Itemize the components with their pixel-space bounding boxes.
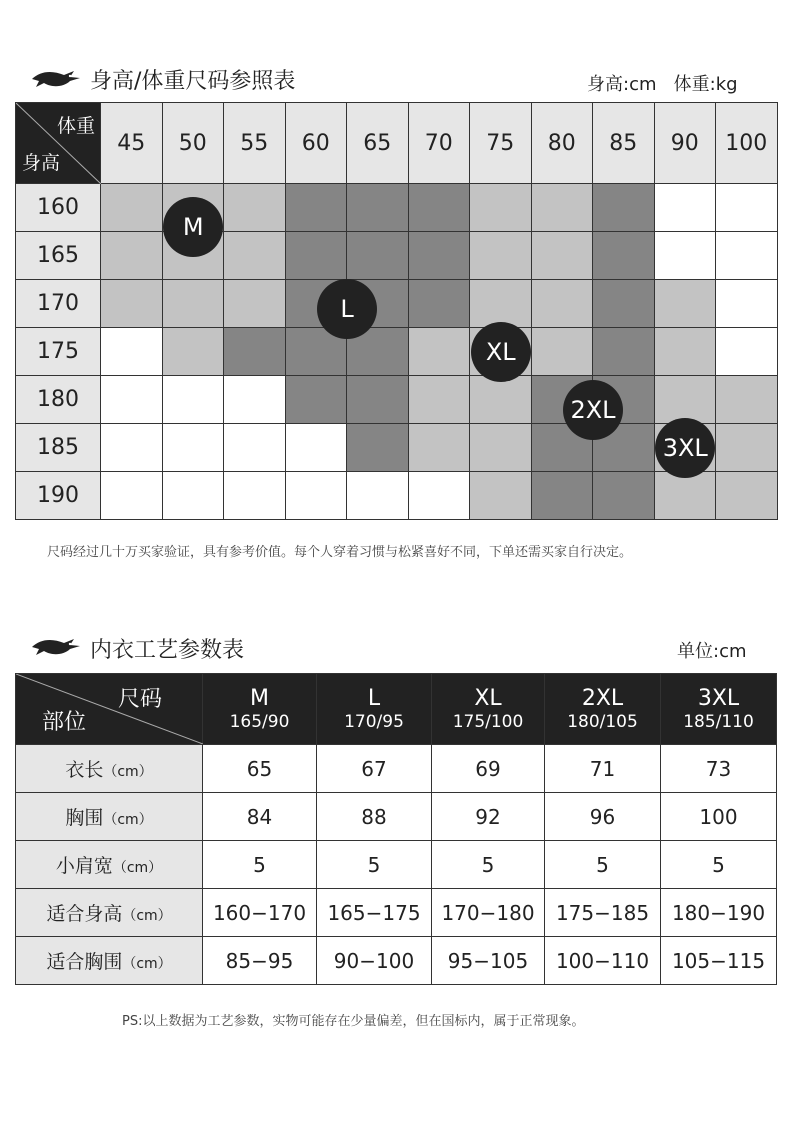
grid-shade-cell <box>532 184 594 232</box>
size-spec: 180/105 <box>567 712 638 732</box>
table-row <box>16 937 777 985</box>
grid-shade-cell <box>716 328 778 376</box>
param-value: 5 <box>203 841 317 889</box>
size-name: 2XL <box>581 686 624 711</box>
param-header-row <box>16 674 777 745</box>
grid-shade-cell <box>286 184 348 232</box>
param-name: 胸围 <box>65 807 104 829</box>
corner-weight-label: 体重 <box>56 115 95 137</box>
param-name-cell <box>16 841 203 889</box>
grid-shade-cell <box>470 376 532 424</box>
grid-shade-cell <box>163 376 225 424</box>
grid-shade-cell <box>470 232 532 280</box>
size-name: 3XL <box>697 686 740 711</box>
grid-shade-cell <box>593 232 655 280</box>
grid-shade-cell <box>532 472 594 520</box>
grid-shade-cell <box>347 472 409 520</box>
param-value: 84 <box>203 793 317 841</box>
grid-shade-cell <box>286 472 348 520</box>
param-table-unit: 单位:cm <box>677 641 747 662</box>
grid-shade-cell <box>716 184 778 232</box>
grid-shade-cell <box>409 424 471 472</box>
size-name: XL <box>474 686 502 711</box>
grid-shade-cell <box>593 328 655 376</box>
param-value: 65 <box>203 745 317 793</box>
grid-shade-cell <box>593 184 655 232</box>
grid-shade-cell <box>286 376 348 424</box>
grid-shade-cell <box>224 184 286 232</box>
param-value: 71 <box>545 745 661 793</box>
brand-logo-icon <box>30 635 82 659</box>
param-value: 92 <box>432 793 545 841</box>
grid-shade-cell <box>655 376 717 424</box>
param-value: 100−110 <box>545 937 661 985</box>
grid-shade-cell <box>470 424 532 472</box>
param-name-cell <box>16 793 203 841</box>
param-unit: （cm） <box>112 860 163 876</box>
grid-shade-cell <box>101 472 163 520</box>
garment-param-table <box>15 673 777 985</box>
grid-shade-cell <box>224 232 286 280</box>
grid-shade-cell <box>409 232 471 280</box>
grid-shade-cell <box>470 184 532 232</box>
grid-shade-cell <box>224 376 286 424</box>
param-value: 5 <box>317 841 432 889</box>
size-spec: 170/95 <box>344 712 404 732</box>
corner-height-label: 身高 <box>22 152 61 174</box>
grid-shade-cell <box>347 424 409 472</box>
size-badge: 2XL <box>563 380 623 440</box>
size-spec: 175/100 <box>452 712 524 732</box>
grid-shade-cell <box>101 280 163 328</box>
param-name-cell <box>16 937 203 985</box>
size-col-header <box>661 674 777 745</box>
grid-shade-cell <box>224 328 286 376</box>
param-unit: （cm） <box>103 812 153 828</box>
size-col-header <box>317 674 432 745</box>
weight-header-cell: 45 <box>101 103 163 184</box>
grid-shade-cell <box>347 376 409 424</box>
weight-header-cell: 60 <box>286 103 348 184</box>
size-badge: L <box>317 279 377 339</box>
table-row <box>16 841 777 889</box>
grid-shade-cell <box>409 280 471 328</box>
param-value: 85−95 <box>203 937 317 985</box>
grid-shade-cell <box>224 280 286 328</box>
param-name: 适合胸围 <box>46 951 123 973</box>
grid-shade-cell <box>716 280 778 328</box>
size-col-header <box>432 674 545 745</box>
size-badge: M <box>163 197 223 257</box>
grid-shade-cell <box>101 424 163 472</box>
param-value: 100 <box>661 793 777 841</box>
grid-shade-cell <box>409 328 471 376</box>
grid-shade-cell <box>409 376 471 424</box>
grid-shade-cell <box>163 280 225 328</box>
param-name-cell <box>16 745 203 793</box>
grid-shade-cell <box>163 472 225 520</box>
grid-shade-cell <box>655 184 717 232</box>
grid-shade-cell <box>655 232 717 280</box>
param-value: 69 <box>432 745 545 793</box>
grid-shade-cell <box>347 232 409 280</box>
param-corner-header <box>16 674 203 745</box>
weight-header-cell: 90 <box>655 103 717 184</box>
size-spec: 185/110 <box>683 712 754 732</box>
grid-shade-cell <box>101 328 163 376</box>
param-value: 105−115 <box>661 937 777 985</box>
weight-header-cell: 75 <box>470 103 532 184</box>
param-value: 160−170 <box>203 889 317 937</box>
size-spec: 165/90 <box>229 712 290 732</box>
param-name: 适合身高 <box>46 903 123 925</box>
weight-header-cell: 65 <box>347 103 409 184</box>
grid-shade-cell <box>163 328 225 376</box>
brand-logo-icon <box>30 67 82 91</box>
param-unit: （cm） <box>122 908 172 924</box>
grid-shade-cell <box>101 232 163 280</box>
size-chart-unit: 身高:cm 体重:kg <box>587 74 738 95</box>
param-name: 小肩宽 <box>55 855 113 877</box>
param-value: 67 <box>317 745 432 793</box>
grid-shade-cell <box>286 424 348 472</box>
grid-corner-header <box>16 103 101 184</box>
weight-header-cell: 70 <box>409 103 471 184</box>
size-col-header <box>203 674 317 745</box>
size-name: M <box>250 686 269 711</box>
param-name-cell <box>16 889 203 937</box>
grid-shade-cell <box>655 328 717 376</box>
grid-shade-cell <box>409 184 471 232</box>
size-badge: XL <box>471 322 531 382</box>
size-name: L <box>367 686 381 711</box>
table-row <box>16 793 777 841</box>
size-chart-title: 身高/体重尺码参照表 <box>90 69 296 94</box>
weight-header-cell: 80 <box>532 103 594 184</box>
grid-shade-cell <box>470 472 532 520</box>
size-chart-note: 尺码经过几十万买家验证，具有参考价值。每个人穿着习惯与松紧喜好不同，下单还需买家自行决定。 <box>47 545 633 560</box>
param-value: 165−175 <box>317 889 432 937</box>
grid-shade-cell <box>532 232 594 280</box>
grid-shade-cell <box>163 424 225 472</box>
grid-shade-cell <box>593 472 655 520</box>
grid-shade-cell <box>409 472 471 520</box>
grid-shade-cell <box>716 424 778 472</box>
param-value: 175−185 <box>545 889 661 937</box>
weight-header-cell: 55 <box>224 103 286 184</box>
param-value: 88 <box>317 793 432 841</box>
grid-shade-cell <box>655 280 717 328</box>
height-header-cell: 185 <box>16 424 101 472</box>
size-badge: 3XL <box>655 418 715 478</box>
grid-shade-cell <box>716 232 778 280</box>
grid-shade-cell <box>286 232 348 280</box>
height-header-cell: 160 <box>16 184 101 232</box>
grid-shade-cell <box>655 472 717 520</box>
height-header-cell: 170 <box>16 280 101 328</box>
param-value: 90−100 <box>317 937 432 985</box>
grid-shade-cell <box>593 280 655 328</box>
header-part-label: 部位 <box>42 710 87 735</box>
param-value: 170−180 <box>432 889 545 937</box>
param-name: 衣长 <box>65 759 104 781</box>
height-header-cell: 165 <box>16 232 101 280</box>
param-value: 95−105 <box>432 937 545 985</box>
grid-shade-cell <box>470 280 532 328</box>
param-value: 5 <box>432 841 545 889</box>
grid-shade-cell <box>532 280 594 328</box>
weight-header-cell: 50 <box>163 103 225 184</box>
grid-shade-cell <box>101 376 163 424</box>
param-unit: （cm） <box>122 956 172 972</box>
table-row <box>16 745 777 793</box>
size-reference-grid <box>15 102 778 520</box>
grid-shade-cell <box>347 184 409 232</box>
param-table-note: PS:以上数据为工艺参数，实物可能存在少量偏差，但在国标内，属于正常现象。 <box>122 1014 585 1029</box>
param-unit: （cm） <box>103 764 153 780</box>
height-header-cell: 175 <box>16 328 101 376</box>
grid-shade-cell <box>224 424 286 472</box>
grid-shade-cell <box>224 472 286 520</box>
param-table-title: 内衣工艺参数表 <box>90 638 245 663</box>
table-row <box>16 889 777 937</box>
param-value: 96 <box>545 793 661 841</box>
param-value: 5 <box>545 841 661 889</box>
weight-header-cell: 100 <box>716 103 778 184</box>
grid-shade-cell <box>532 328 594 376</box>
header-size-label: 尺码 <box>117 687 162 712</box>
grid-shade-cell <box>716 376 778 424</box>
param-value: 73 <box>661 745 777 793</box>
param-value: 5 <box>661 841 777 889</box>
size-col-header <box>545 674 661 745</box>
grid-shade-cell <box>716 472 778 520</box>
height-header-cell: 190 <box>16 472 101 520</box>
param-value: 180−190 <box>661 889 777 937</box>
height-header-cell: 180 <box>16 376 101 424</box>
weight-header-cell: 85 <box>593 103 655 184</box>
grid-shade-cell <box>101 184 163 232</box>
